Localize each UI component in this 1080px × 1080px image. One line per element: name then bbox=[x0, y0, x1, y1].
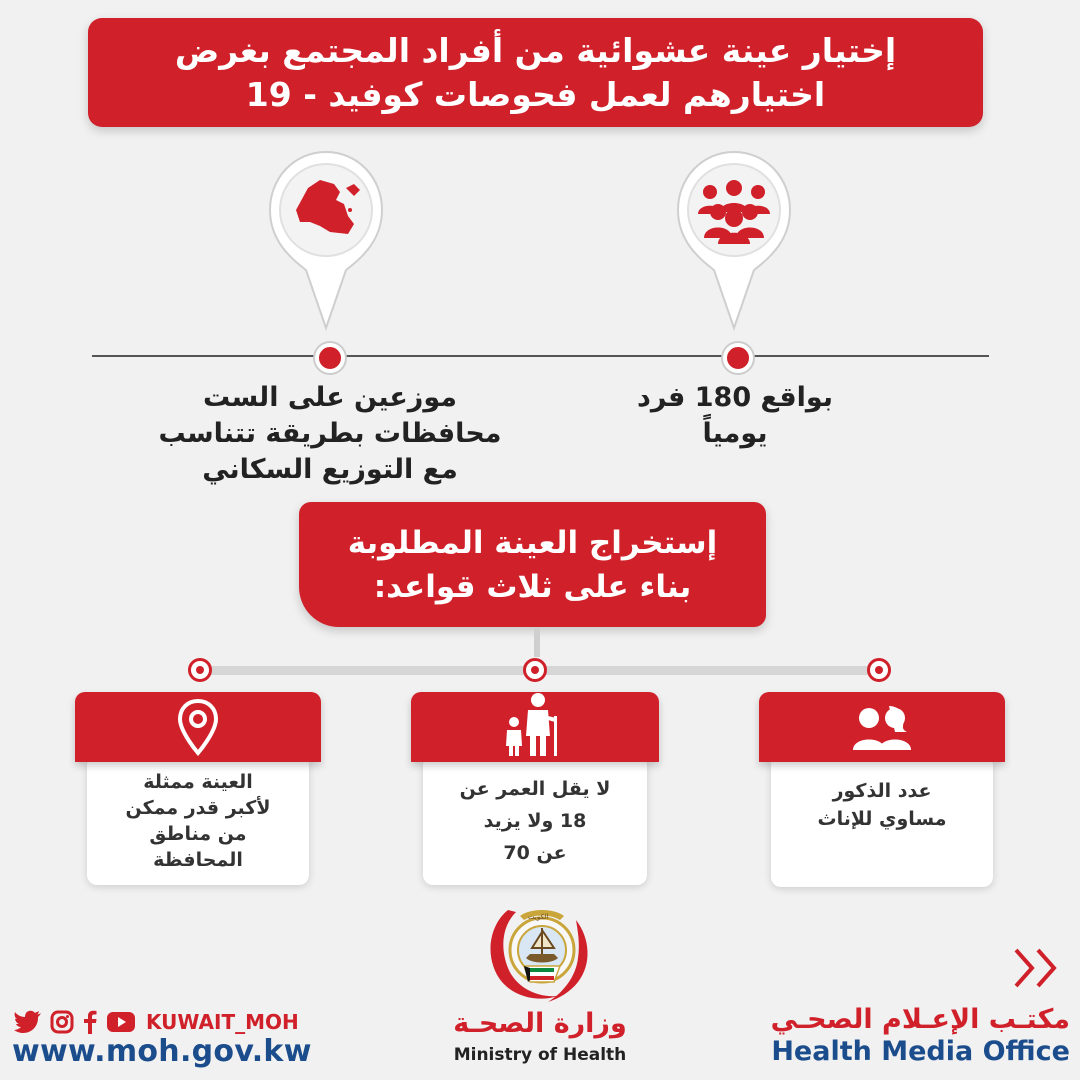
ministry-logo bbox=[480, 898, 600, 1010]
point-text-line: بواقع 180 فرد bbox=[637, 382, 833, 413]
kuwait-map-icon bbox=[290, 174, 366, 244]
people-group-icon bbox=[696, 176, 772, 244]
ministry-name-arabic: وزارة الصحـة bbox=[453, 1008, 627, 1039]
rules-connector-vertical bbox=[534, 627, 540, 657]
rule-text-line: لا يقل العمر عن bbox=[459, 778, 611, 800]
rule-marker-left bbox=[188, 658, 212, 682]
rule-marker-right bbox=[867, 658, 891, 682]
rule-text-line: من مناطق bbox=[149, 823, 247, 845]
rule-text-line: مساوي للإناث bbox=[817, 808, 947, 830]
rules-banner bbox=[299, 502, 766, 627]
twitter-icon[interactable] bbox=[14, 1010, 42, 1034]
emblem-text: الكويت bbox=[528, 913, 549, 921]
rule-card-gender-header bbox=[759, 692, 1005, 762]
rule-marker-center bbox=[523, 658, 547, 682]
youtube-icon[interactable] bbox=[106, 1011, 136, 1033]
pin-distribution bbox=[266, 148, 386, 333]
header-banner bbox=[88, 18, 983, 127]
rules-banner-line-2: بناء على ثلاث قواعد: bbox=[373, 568, 692, 605]
point-daily-count-text bbox=[600, 380, 870, 452]
timeline-marker-1 bbox=[723, 343, 753, 373]
pin-daily-count bbox=[674, 148, 794, 333]
elder-child-icon bbox=[500, 692, 570, 758]
rules-banner-line-1: إستخراج العينة المطلوبة bbox=[347, 524, 718, 561]
website-link[interactable]: www.moh.gov.kw bbox=[12, 1034, 312, 1069]
point-text-line: مع التوزيع السكاني bbox=[202, 454, 458, 485]
office-name-arabic: مكتـب الإعـلام الصحـي bbox=[770, 1004, 1070, 1035]
rule-text-line: 18 ولا يزيد bbox=[483, 810, 587, 832]
rule-card-coverage bbox=[87, 755, 309, 885]
point-text-line: يومياً bbox=[702, 418, 768, 449]
rule-text-line: عدد الذكور bbox=[832, 780, 932, 802]
rule-card-gender bbox=[771, 755, 993, 887]
rule-card-age bbox=[423, 755, 647, 885]
office-name-english: Health Media Office bbox=[771, 1036, 1070, 1067]
header-title-line-1: إختيار عينة عشوائية من أفراد المجتمع بغرض bbox=[174, 30, 897, 70]
ministry-name-english: Ministry of Health bbox=[453, 1045, 627, 1065]
point-distribution-text bbox=[140, 380, 520, 488]
rule-text-line: لأكبر قدر ممكن bbox=[125, 797, 271, 819]
rule-text-line: المحافظة bbox=[153, 849, 243, 871]
rule-text-line: عن 70 bbox=[503, 842, 567, 864]
male-female-icon bbox=[847, 702, 917, 752]
header-title-line-2: اختيارهم لعمل فحوصات كوفيد - 19 bbox=[245, 74, 826, 114]
facebook-icon[interactable] bbox=[82, 1010, 98, 1034]
instagram-icon[interactable] bbox=[50, 1010, 74, 1034]
timeline-marker-2 bbox=[315, 343, 345, 373]
location-pin-icon bbox=[176, 698, 220, 756]
timeline-divider bbox=[92, 355, 989, 357]
point-text-line: موزعين على الست bbox=[203, 382, 457, 413]
rule-card-coverage-header bbox=[75, 692, 321, 762]
rule-text-line: العينة ممثلة bbox=[143, 771, 253, 793]
chevron-double-right-icon[interactable] bbox=[1012, 946, 1062, 990]
point-text-line: محافظات بطريقة تتناسب bbox=[158, 418, 502, 449]
rule-card-age-header bbox=[411, 692, 659, 762]
social-handle[interactable]: KUWAIT_MOH bbox=[146, 1010, 299, 1034]
social-bar bbox=[14, 1010, 299, 1034]
